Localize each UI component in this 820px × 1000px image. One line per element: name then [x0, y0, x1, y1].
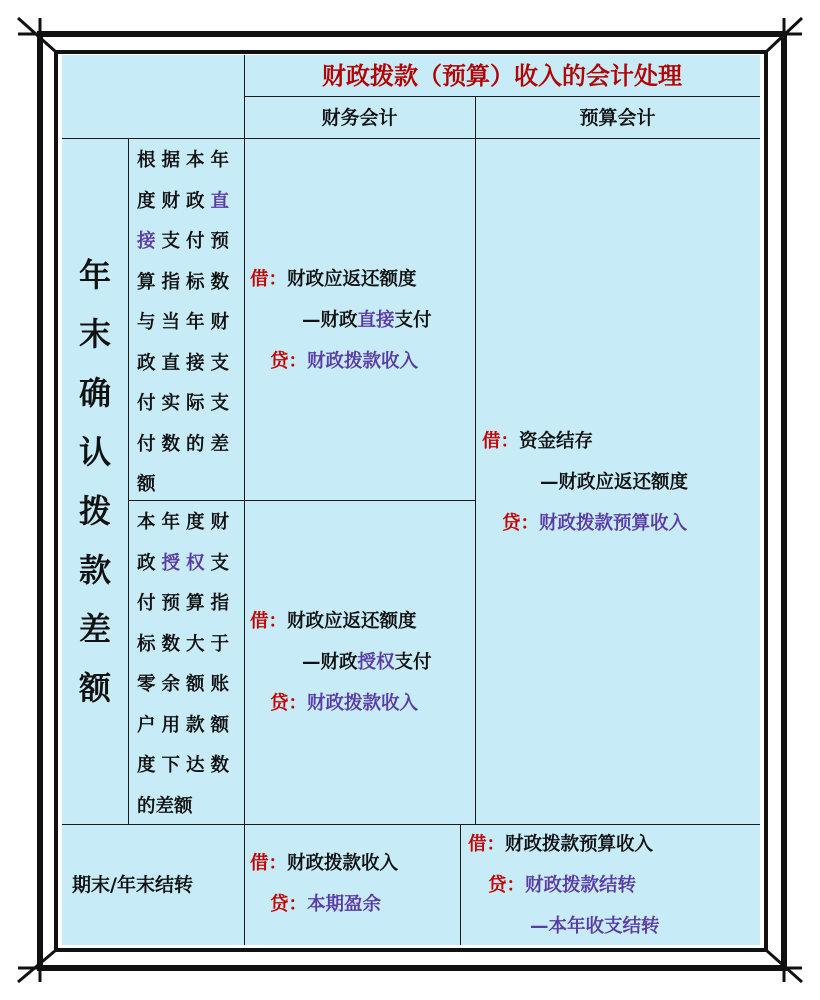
- condition-line: 政授权支: [137, 552, 236, 574]
- row2-condition: [129, 503, 245, 827]
- credit-line: 贷：财政拨款收入: [270, 351, 419, 372]
- section-label-char: 款: [78, 551, 111, 589]
- row1-financial-entry: [250, 259, 475, 382]
- credit-line: 贷：财政拨款预算收入: [502, 513, 688, 534]
- footer-budget-entry: [468, 824, 760, 947]
- debit-line: 借：财政拨款预算收入: [468, 834, 654, 855]
- condition-line: 本年度财: [137, 512, 236, 533]
- sub-account-line: —财政授权支付: [302, 652, 432, 673]
- section-label-char: 末: [78, 315, 111, 353]
- debit-line: 借：资金结存: [482, 431, 594, 452]
- debit-line: 借：财政拨款收入: [250, 853, 399, 874]
- condition-line: 度下达数: [137, 755, 236, 776]
- credit-line: 贷：本期盈余: [270, 894, 382, 915]
- grid-line: [460, 825, 461, 945]
- row1-condition: [129, 141, 245, 506]
- condition-line: 付实际支: [137, 393, 236, 414]
- condition-line: 政直接支: [137, 352, 236, 374]
- header-financial-accounting: 财务会计: [321, 107, 398, 129]
- section-label-char: 确: [78, 374, 111, 412]
- condition-line: 的差额: [137, 795, 193, 817]
- condition-line: 付预算指: [137, 593, 236, 614]
- accounting-table: [62, 55, 760, 945]
- header-budget-accounting: 预算会计: [579, 107, 656, 129]
- footer-label: 期末/年末结转: [72, 874, 193, 896]
- footer-financial-entry: [250, 843, 460, 925]
- condition-line: 算指标数: [137, 271, 236, 293]
- condition-line: 与当年财: [137, 312, 236, 333]
- condition-line: 接支付预: [137, 231, 236, 252]
- condition-line: 标数大于: [137, 633, 236, 655]
- debit-line: 借：财政应返还额度: [250, 269, 417, 290]
- condition-line: 付数的差: [137, 433, 236, 455]
- condition-line: 户用款额: [137, 714, 236, 736]
- section-label-char: 年: [78, 256, 111, 294]
- row2-financial-entry: [250, 601, 475, 724]
- credit-line: 贷：财政拨款收入: [270, 693, 419, 714]
- section-label-vertical: [62, 139, 128, 825]
- section-label-char: 差: [78, 610, 111, 648]
- credit-line: 贷：财政拨款结转: [488, 875, 637, 896]
- condition-line: 度财政直: [137, 190, 236, 212]
- condition-line: 零余额账: [137, 674, 236, 695]
- condition-line: 额: [137, 474, 162, 495]
- sub-account-line: —财政应返还额度: [540, 472, 689, 493]
- condition-line: 根据本年: [137, 150, 236, 171]
- section-label-char: 认: [78, 433, 111, 471]
- debit-line: 借：财政应返还额度: [250, 611, 417, 632]
- section-label-char: 额: [78, 669, 111, 707]
- budget-merged-entry: [482, 421, 760, 544]
- sub-account-line: —本年收支结转: [530, 916, 660, 937]
- section-label-char: 拨: [78, 492, 111, 530]
- sub-account-line: —财政直接支付: [302, 310, 432, 331]
- grid-line: [475, 97, 476, 825]
- table-title: 财政拨款（预算）收入的会计处理: [322, 61, 682, 90]
